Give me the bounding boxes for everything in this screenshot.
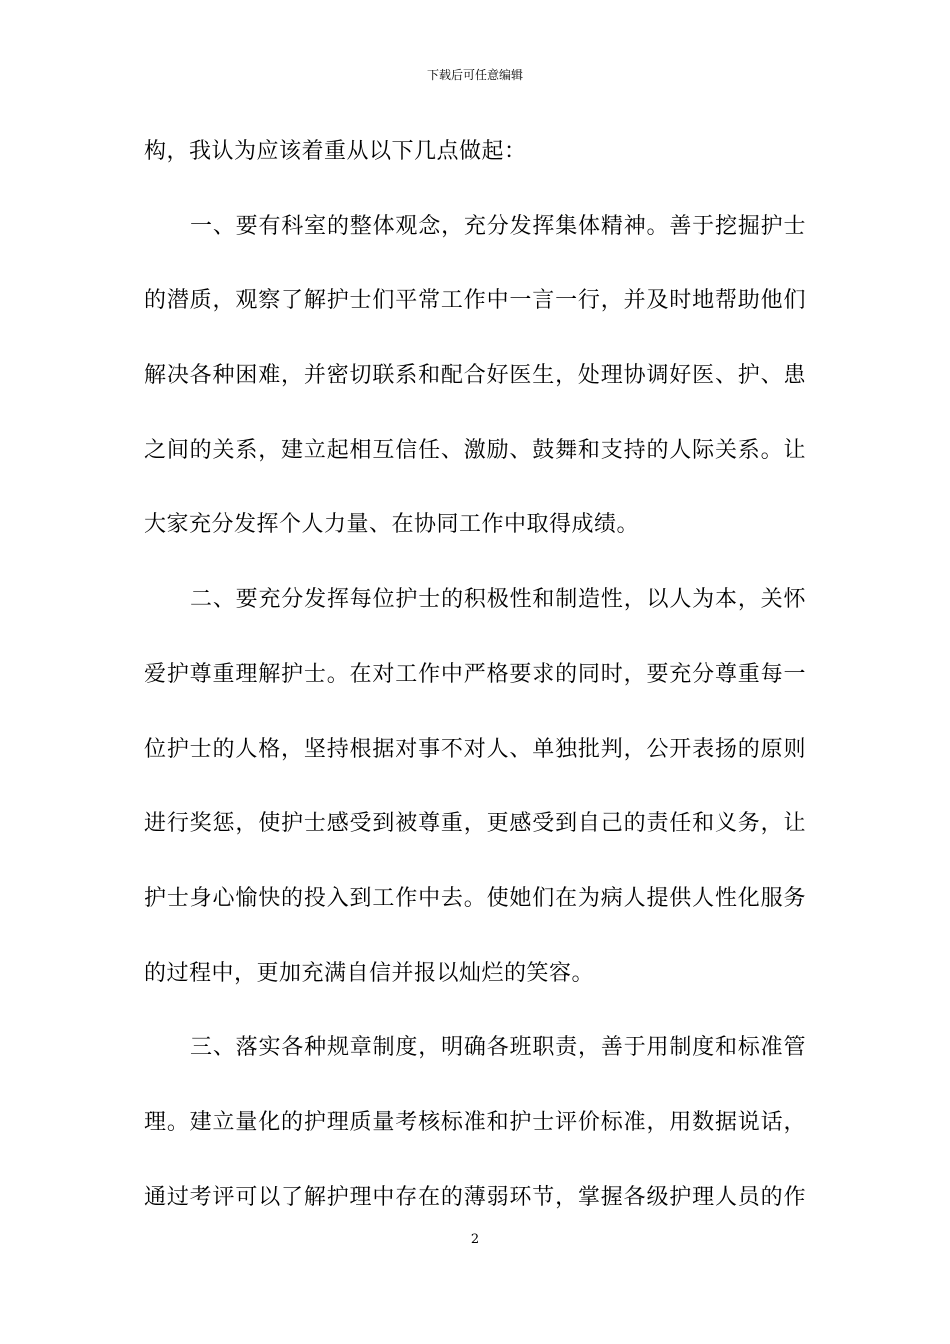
page-number: 2 bbox=[470, 1232, 480, 1247]
paragraph-first-line: 二、要充分发挥每位护士的积极性和制造性，以人为本，关怀 bbox=[190, 587, 806, 613]
text-line: 进行奖惩，使护士感受到被尊重，更感受到自己的责任和义务，让 bbox=[144, 811, 806, 837]
text-line: 通过考评可以了解护理中存在的薄弱环节，掌握各级护理人员的作 bbox=[144, 1184, 806, 1210]
text-line: 之间的关系，建立起相互信任、激励、鼓舞和支持的人际关系。让 bbox=[144, 437, 806, 463]
text-line: 位护士的人格，坚持根据对事不对人、单独批判，公开表扬的原则 bbox=[144, 736, 806, 762]
paragraph-first-line: 三、落实各种规章制度，明确各班职责，善于用制度和标准管 bbox=[190, 1035, 806, 1061]
document-body bbox=[144, 125, 806, 1245]
text-line: 的潜质，观察了解护士们平常工作中一言一行，并及时地帮助他们 bbox=[144, 288, 806, 314]
text-line: 解决各种困难，并密切联系和配合好医生，处理协调好医、护、患 bbox=[144, 363, 806, 389]
text-line: 构，我认为应该着重从以下几点做起： bbox=[144, 139, 527, 164]
text-line: 理。建立量化的护理质量考核标准和护士评价标准，用数据说话， bbox=[144, 1109, 806, 1135]
text-line: 爱护尊重理解护士。在对工作中严格要求的同时，要充分尊重每一 bbox=[144, 661, 806, 687]
text-line: 的过程中，更加充满自信并报以灿烂的笑容。 bbox=[144, 960, 595, 986]
text-line: 大家充分发挥个人力量、在协同工作中取得成绩。 bbox=[144, 512, 640, 538]
page-header-note: 下载后可任意编辑 bbox=[426, 68, 523, 82]
paragraph-first-line: 一、要有科室的整体观念，充分发挥集体精神。善于挖掘护士 bbox=[190, 213, 806, 239]
text-line: 护士身心愉快的投入到工作中去。使她们在为病人提供人性化服务 bbox=[144, 885, 806, 911]
